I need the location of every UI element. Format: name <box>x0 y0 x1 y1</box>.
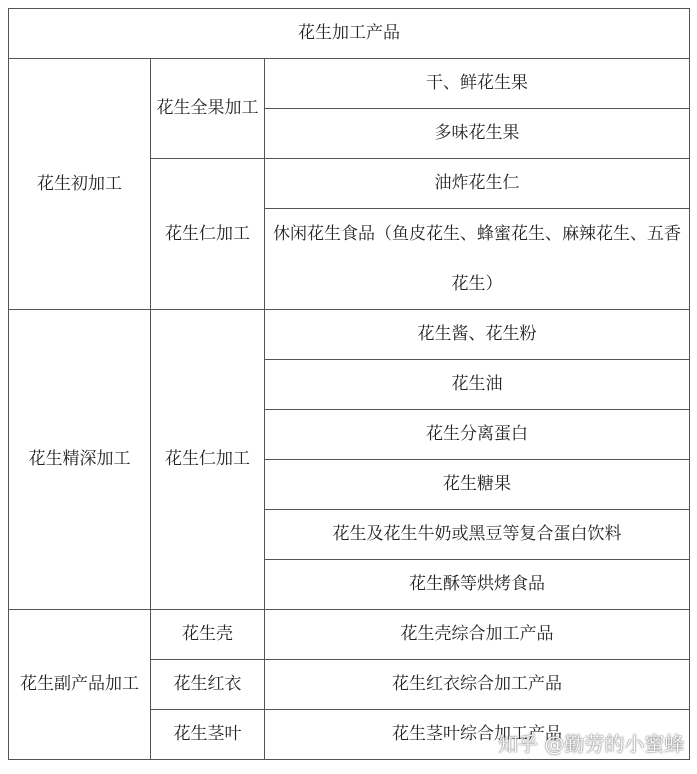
subcategory-cell: 花生茎叶 <box>151 710 265 760</box>
product-cell: 花生及花生牛奶或黑豆等复合蛋白饮料 <box>265 510 690 560</box>
table-row <box>9 59 690 109</box>
product-cell: 干、鲜花生果 <box>265 59 690 109</box>
table-row <box>9 310 690 360</box>
table-row <box>9 610 690 660</box>
peanut-products-table <box>8 8 690 760</box>
product-cell: 花生壳综合加工产品 <box>265 610 690 660</box>
product-cell: 油炸花生仁 <box>265 159 690 209</box>
category-cell: 花生初加工 <box>9 59 151 310</box>
product-cell: 花生茎叶综合加工产品 <box>265 710 690 760</box>
product-cell: 花生酥等烘烤食品 <box>265 560 690 610</box>
category-cell: 花生副产品加工 <box>9 610 151 760</box>
product-cell: 花生酱、花生粉 <box>265 310 690 360</box>
product-cell: 花生油 <box>265 360 690 410</box>
table-title: 花生加工产品 <box>9 9 690 59</box>
subcategory-cell: 花生红衣 <box>151 660 265 710</box>
table-row <box>9 9 690 59</box>
subcategory-cell: 花生全果加工 <box>151 59 265 159</box>
product-cell: 花生红衣综合加工产品 <box>265 660 690 710</box>
product-cell: 多味花生果 <box>265 109 690 159</box>
subcategory-cell: 花生仁加工 <box>151 159 265 310</box>
watermark: 知乎 @勤劳的小蜜蜂 <box>498 732 685 756</box>
category-cell: 花生精深加工 <box>9 310 151 610</box>
product-cell: 花生分离蛋白 <box>265 410 690 460</box>
subcategory-cell: 花生仁加工 <box>151 310 265 610</box>
product-cell: 花生糖果 <box>265 460 690 510</box>
subcategory-cell: 花生壳 <box>151 610 265 660</box>
product-cell: 休闲花生食品（鱼皮花生、蜂蜜花生、麻辣花生、五香花生） <box>265 209 690 310</box>
